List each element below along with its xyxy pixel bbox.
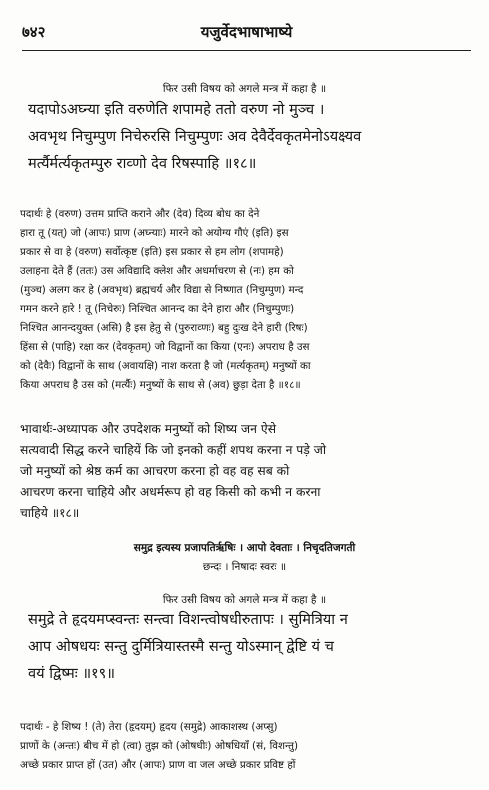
section-intro: फिर उसी विषय को अगले मन्त्र में कहा है ॥	[162, 594, 327, 606]
header-rule	[22, 50, 471, 51]
running-title: यजुर्वेदभाषाभाष्ये	[200, 23, 293, 41]
bhavartha-line: जो मनुष्यों को श्रेष्ठ कर्म का आचरण करना हो वह वह सब को	[20, 464, 290, 478]
mantra-line: आप ओषधयः सन्तु दुर्मित्रियास्तस्मै सन्तु योऽस्मान् द्वेष्टि यं च	[28, 638, 334, 655]
padartha-line: अच्छे प्रकार प्राप्त हों (उत) और (आपः) प्राण वा जल अच्छे प्रकार प्रविष्ट हों	[20, 759, 296, 771]
bhavartha-line: भावार्थः-अध्यापक और उपदेशक मनुष्यों को शिष्य जन ऐसे	[20, 422, 277, 436]
padartha-line: किया अपराध है उस को (मर्त्यैः) मनुष्यों के साथ से (अव) छुड़ा देता है ॥१८॥	[20, 379, 301, 391]
mantra-line: यदापोऽअघ्न्या इति वरुणेति शपामहे ततो वरुण नो मुञ्च ।	[28, 101, 325, 118]
bhavartha-line: सत्यवादी सिद्ध करने चाहियें कि जो इनको कहीं शपथ करना न पड़े जो	[20, 443, 327, 457]
mantra-line: मर्त्यैर्मर्त्यकृतम्पुरु राव्णो देव रिषस्पाहि ॥१८॥	[28, 155, 257, 172]
section-intro: फिर उसी विषय को अगले मन्त्र में कहा है ॥	[162, 83, 327, 95]
page-header	[22, 22, 471, 46]
padartha-line: उलाहना देते हैं (ततः) उस अविद्यादि क्लेश और अधर्माचरण से (नः) हम को	[20, 265, 294, 277]
bhavartha-line: आचरण करना चाहिये और अधर्मरूप हो वह किसी को कभी न करना	[20, 485, 321, 499]
padartha-line: पदार्थः - हे शिष्य ! (ते) तेरा (हृदयम्) हृदय (समुद्रे) आकाशस्थ (अप्सु)	[20, 721, 278, 733]
padartha-line: हारा तू (यत्) जो (आपः) प्राण (अघ्न्याः) मारने को अयोग्य गौएं (इति) इस	[20, 227, 289, 239]
padartha-line: प्राणों के (अन्तः) बीच में हो (त्वा) तुझ को (ओषधीः) ओषधियाँ (सं, विशन्तु)	[20, 740, 299, 752]
padartha-line: हिंसा से (पाहि) रक्षा कर (देवकृतम्) जो विद्वानों का किया (एनः) अपराध है उस	[20, 341, 310, 353]
padartha-line: निश्चित आनन्दयुक्त (असि) है इस हेतु से (पुरुराव्णः) बहु दुःख देने हारी (रिषः)	[20, 322, 308, 334]
padartha-line: गमन करने हारे ! तू (निचेरुः) निश्चित आनन्द का देने हारा और (निचुम्पुणः)	[20, 303, 295, 315]
padartha-line: (मुञ्च) अलग कर हे (अवभृथ) ब्रह्मचर्य और विद्या से निष्णात (निचुम्पुण) मन्द	[20, 284, 304, 296]
padartha-line: को (देवैः) विद्वानों के साथ (अवायक्षि) नाश करता है जो (मर्त्यकृतम्) मनुष्यों का	[20, 360, 311, 372]
mantra-line: वयं द्विष्मः ॥१९॥	[28, 665, 115, 682]
rishi-devata-line: समुद्र इत्यस्य प्रजापतिर्ऋषिः । आपो देवताः । निचृदतिजगती	[133, 542, 356, 554]
chhanda-swara-line: छन्दः । निषादः स्वरः ॥	[202, 561, 287, 573]
bhavartha-line: चाहिये ॥१८॥	[20, 506, 80, 520]
padartha-line: पदार्थः हे (वरुण) उत्तम प्राप्ति कराने और (देव) दिव्य बोध का देने	[20, 208, 260, 220]
page-number: ७४२	[22, 23, 46, 41]
mantra-line: अवभृथ निचुम्पुण निचेरुरसि निचुम्पुणः अव देवैर्देवकृतमेनोऽयक्ष्यव	[28, 128, 362, 145]
mantra-line: समुद्रे ते हृदयमप्स्वन्तः सन्त्वा विशन्त्वोषधीरुतापः । सुमित्रिया न	[28, 611, 348, 628]
padartha-line: प्रकार से वा हे (वरुण) सर्वोत्कृष्ट (इति) इस प्रकार से हम लोग (शपामहे)	[20, 246, 284, 258]
